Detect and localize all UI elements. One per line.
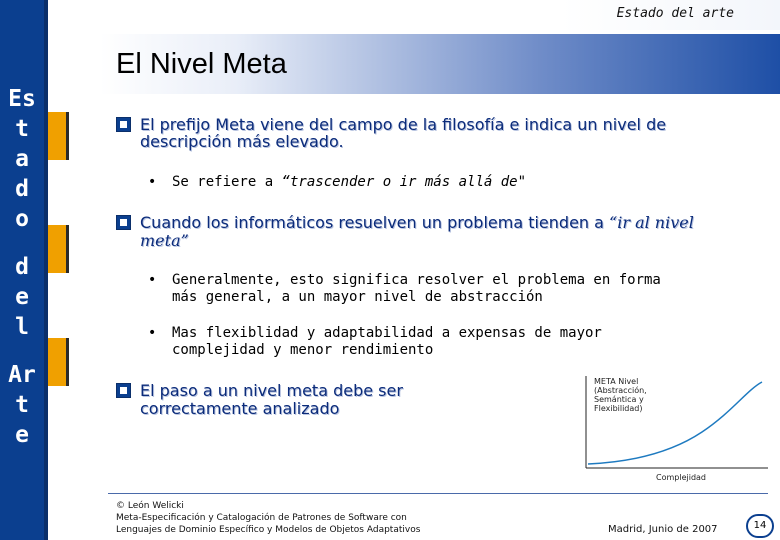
vertical-letter: t [15,116,29,142]
bullet-dot-icon: • [148,325,157,341]
bullet-text-italic: “ir al nivel [609,213,694,232]
footer-line: Lenguajes de Dominio Específico y Modelos de Objetos Adaptativos [116,525,421,535]
chart-y-label-line: Semántica y [594,395,644,404]
sidebar-tab [48,338,69,386]
vertical-letter: d [15,176,29,202]
vertical-letter: a [15,146,29,172]
bullet-text-line: Generalmente, esto significa resolver el problema en forma [172,272,661,288]
vertical-gap [0,342,44,360]
vertical-gap [0,234,44,252]
bullet-dot-icon: • [148,272,157,288]
bullet-text-italic: meta” [140,231,189,250]
sidebar-tab [48,112,69,160]
checkbox-bullet-icon [116,383,131,398]
vertical-letter: o [15,206,29,232]
footer-divider [108,493,768,494]
vertical-letter: d [15,254,29,280]
sidebar-tab [48,225,69,273]
vertical-letter: Es [8,86,36,112]
vertical-letter: l [15,314,29,340]
bullet-text-plain: Cuando los informáticos resuelven un problema tienden a [140,213,610,232]
bullet-text [172,174,526,191]
page-number-badge: 14 [746,514,774,538]
chart-x-label: Complejidad [656,473,706,482]
bullet-text-line: correctamente analizado [140,399,340,418]
bullet-text-line: Mas flexiblidad y adaptabilidad a expensas de mayor [172,325,602,341]
footer-date: Madrid, Junio de 2007 [608,524,718,535]
vertical-section-title [0,84,44,450]
checkbox-bullet-icon [116,215,131,230]
footer-author: © León Welicki [116,501,184,511]
footer-line: Meta-Especificación y Catalogación de Patrones de Software con [116,513,407,523]
footer-credits [116,500,420,536]
bullet-text-plain: Se refiere a [172,174,282,190]
vertical-letter: e [15,422,29,448]
meta-level-chart [572,372,772,492]
bullet-text-line: complejidad y menor rendimiento [172,342,434,358]
bullet-dot-icon: • [148,174,157,190]
vertical-letter: e [15,284,29,310]
page-title: El Nivel Meta [116,48,287,80]
bullet-text [140,232,189,249]
vertical-letter: Ar [8,362,36,388]
bullet-text-line: descripción más elevado. [140,132,344,151]
bullet-text-line: El paso a un nivel meta debe ser [140,381,403,400]
vertical-letter: t [15,392,29,418]
bullet-text [140,214,694,231]
bullet-text-line: más general, a un mayor nivel de abstracción [172,289,543,305]
checkbox-bullet-icon [116,117,131,132]
bullet-text-italic: “trascender o ir más allá de" [281,174,527,190]
chart-y-label-line: Flexibilidad) [594,404,643,413]
bullet-text-line: El prefijo Meta viene del campo de la filosofía e indica un nivel de [140,115,667,134]
chart-y-label-line: (Abstracción, [594,386,647,395]
section-label: Estado del arte [616,6,734,21]
chart-y-label-line: META Nivel [594,377,639,386]
